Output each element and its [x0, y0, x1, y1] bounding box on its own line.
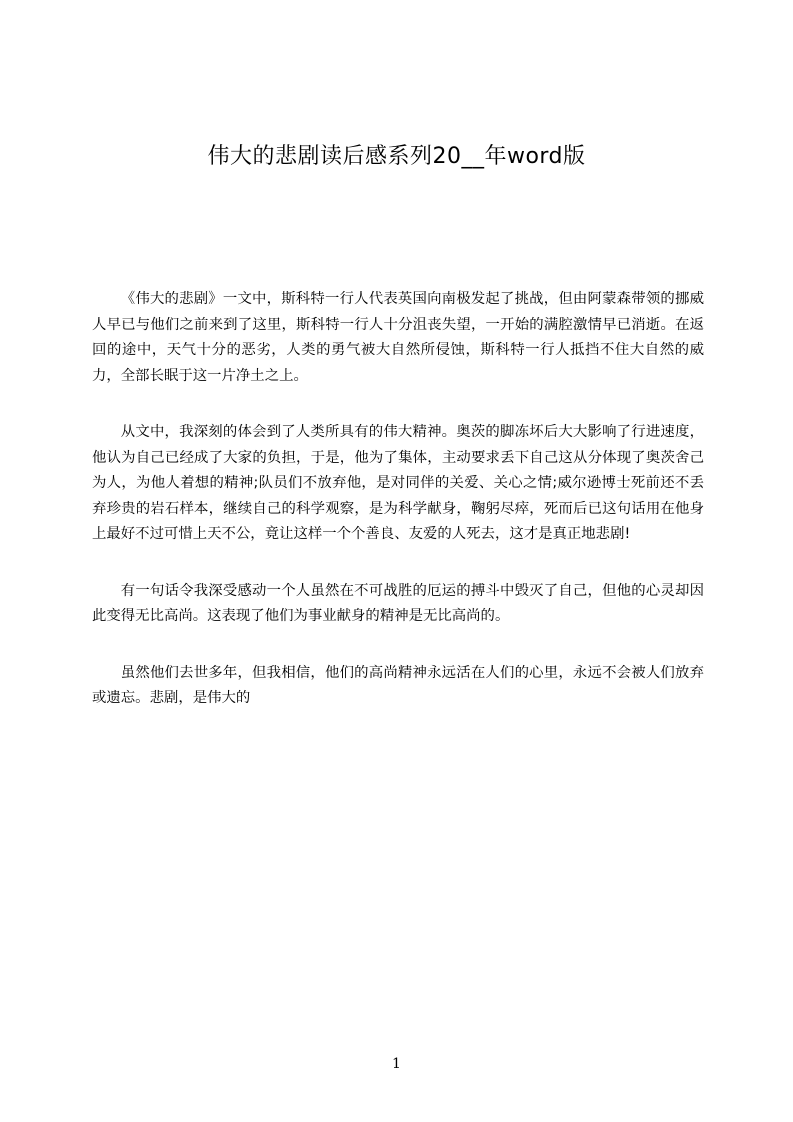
document-body [92, 287, 704, 743]
paragraph-3: 有一句话令我深受感动一个人虽然在不可战胜的厄运的搏斗中毁灭了自己，但他的心灵却因此变得无比高尚。这表现了他们为事业献身的精神是无比高尚的。 [92, 582, 704, 624]
paragraph-4: 虽然他们去世多年，但我相信，他们的高尚精神永远活在人们的心里，永远不会被人们放弃或遗忘。悲剧，是伟大的 [92, 664, 704, 706]
page-number: 1 [392, 1056, 401, 1072]
document-title: 伟大的悲剧读后感系列20__年word版 [207, 144, 586, 169]
paragraph-1: 《伟大的悲剧》一文中，斯科特一行人代表英国向南极发起了挑战，但由阿蒙森带领的挪威人早已与他们之前来到了这里，斯科特一行人十分沮丧失望，一开始的满腔激情早已消逝。在返回的途中，天气十分的恶劣，人类的勇气被大自然所侵蚀，斯科特一行人抵挡不住大自然的威力，全部长眠于这一片净土之上。 [92, 291, 704, 384]
paragraph-2: 从文中，我深刻的体会到了人类所具有的伟大精神。奥茨的脚冻坏后大大影响了行进速度，他认为自己已经成了大家的负担，于是，他为了集体，主动要求丢下自己这从分体现了奥茨舍己为人，为他人着想的精神;队员们不放弃他，是对同伴的关爱、关心之情;威尔逊博士死前还不丢弃珍贵的岩石样本，继续自己的科学观察，是为科学献身，鞠躬尽瘁，死而后已这句话用在他身上最好不过可惜上天不公，竟让这样一个个善良、友爱的人死去，这才是真正地悲剧! [92, 424, 704, 542]
